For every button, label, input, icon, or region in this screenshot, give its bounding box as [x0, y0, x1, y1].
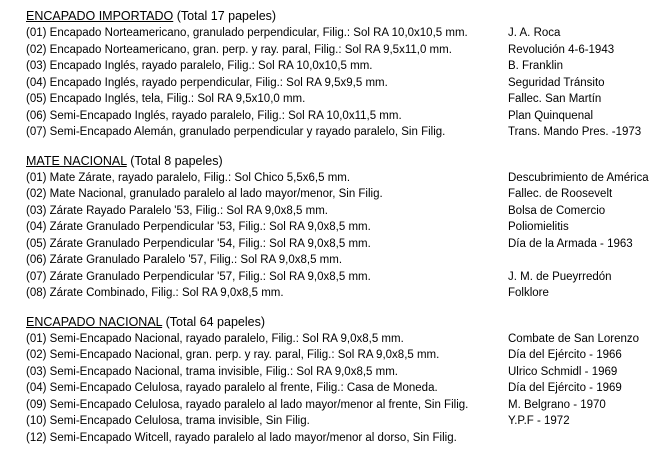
section-mate-nacional — [26, 153, 662, 302]
item-description: (02) Mate Nacional, granulado paralelo al lado mayor/menor, Sin Filig. — [26, 188, 383, 200]
list-item — [26, 42, 662, 59]
item-description: (05) Zárate Granulado Perpendicular '54, Filig.: Sol RA 9,0x8,5 mm. — [26, 237, 371, 250]
section-title: MATE NACIONAL — [26, 153, 127, 168]
section-heading — [26, 8, 662, 25]
item-note: M. Belgrano - 1970 — [508, 398, 606, 411]
section-total: (Total 17 papeles) — [176, 9, 277, 23]
list-item — [26, 252, 662, 269]
item-description: (08) Zárate Combinado, Filig.: Sol RA 9,0x8,5 mm. — [26, 287, 284, 299]
list-item — [26, 58, 662, 75]
item-description: (01) Encapado Norteamericano, granulado perpendicular, Filig.: Sol RA 10,0x10,5 mm. — [26, 27, 468, 39]
item-note: Folklore — [508, 287, 549, 299]
list-item — [26, 124, 662, 141]
list-item — [26, 219, 662, 236]
item-note: Fallec. San Martín — [508, 93, 602, 105]
section-encapado-nacional — [26, 314, 662, 447]
item-description: (10) Semi-Encapado Celulosa, trama invisible, Sin Filig. — [26, 415, 310, 427]
item-description: (04) Semi-Encapado Celulosa, rayado paralelo al frente, Filig.: Casa de Moneda. — [26, 382, 438, 394]
item-description: (01) Semi-Encapado Nacional, rayado paralelo, Filig.: Sol RA 9,0x8,5 mm. — [26, 332, 404, 345]
section-title: ENCAPADO IMPORTADO — [26, 9, 174, 23]
item-note: Descubrimiento de América — [508, 171, 649, 184]
item-description: (03) Zárate Rayado Paralelo '53, Filig.: Sol RA 9,0x8,5 mm. — [26, 204, 328, 217]
list-item — [26, 347, 662, 364]
list-item — [26, 25, 662, 42]
section-total: (Total 64 papeles) — [165, 314, 265, 329]
item-description: (09) Semi-Encapado Celulosa, rayado paralelo al lado mayor/menor al frente, Sin Filig. — [26, 398, 469, 411]
item-note: Día del Ejército - 1966 — [508, 349, 622, 361]
item-description: (04) Encapado Inglés, rayado perpendicular, Filig.: Sol RA 9,5x9,5 mm. — [26, 76, 388, 89]
list-item — [26, 285, 662, 302]
list-item — [26, 170, 662, 187]
section-heading — [26, 314, 662, 331]
item-description: (05) Encapado Inglés, tela, Filig.: Sol RA 9,5x10,0 mm. — [26, 93, 306, 105]
list-item — [26, 186, 662, 203]
list-item — [26, 430, 662, 447]
section-title: ENCAPADO NACIONAL — [26, 314, 163, 329]
item-description: (03) Encapado Inglés, rayado paralelo, Filig.: Sol RA 10,0x10,5 mm. — [26, 60, 373, 72]
item-note: Plan Quinquenal — [508, 109, 594, 122]
item-note: Combate de San Lorenzo — [508, 332, 640, 345]
item-description: (01) Mate Zárate, rayado paralelo, Filig.: Sol Chico 5,5x6,5 mm. — [26, 171, 351, 184]
item-description: (06) Semi-Encapado Inglés, rayado paralelo, Filig.: Sol RA 10,0x11,5 mm. — [26, 109, 402, 122]
item-description: (06) Zárate Granulado Paralelo '57, Filig.: Sol RA 9,0x8,5 mm. — [26, 254, 343, 266]
item-note: Trans. Mando Pres. -1973 — [508, 126, 642, 138]
item-description: (02) Encapado Norteamericano, gran. perp. y ray. paral, Filig.: Sol RA 9,5x11,0 mm. — [26, 43, 452, 56]
item-note: Seguridad Tránsito — [508, 76, 605, 89]
list-item — [26, 91, 662, 108]
item-note: Bolsa de Comercio — [508, 204, 606, 217]
item-note: Día de la Armada - 1963 — [508, 237, 633, 250]
list-item — [26, 75, 662, 92]
list-item — [26, 203, 662, 220]
list-item — [26, 413, 662, 430]
item-note: J. A. Roca — [508, 27, 561, 39]
item-note: Revolución 4-6-1943 — [508, 43, 615, 56]
list-item — [26, 269, 662, 286]
item-description: (04) Zárate Granulado Perpendicular '53, Filig.: Sol RA 9,0x8,5 mm. — [26, 221, 371, 233]
item-description: (02) Semi-Encapado Nacional, gran. perp. y ray. paral, Filig.: Sol RA 9,0x8,5 mm. — [26, 349, 440, 361]
item-description: (03) Semi-Encapado Nacional, trama invisible, Filig.: Sol RA 9,0x8,5 mm. — [26, 365, 398, 378]
item-note: B. Franklin — [508, 60, 563, 72]
item-note: J. M. de Pueyrredón — [508, 270, 612, 283]
list-item — [26, 397, 662, 414]
list-item — [26, 331, 662, 348]
list-item — [26, 236, 662, 253]
item-note: Ulrico Schmidl - 1969 — [508, 365, 618, 378]
section-encapado-importado — [26, 8, 662, 141]
item-note: Y.P.F - 1972 — [508, 415, 570, 427]
document-page — [26, 8, 662, 446]
item-description: (07) Zárate Granulado Perpendicular '57, Filig.: Sol RA 9,0x8,5 mm. — [26, 270, 371, 283]
list-item — [26, 108, 662, 125]
item-note: Día del Ejército - 1969 — [508, 382, 622, 394]
list-item — [26, 380, 662, 397]
list-item — [26, 364, 662, 381]
item-description: (12) Semi-Encapado Witcell, rayado paralelo al lado mayor/menor al dorso, Sin Filig. — [26, 431, 457, 444]
section-total: (Total 8 papeles) — [130, 153, 223, 168]
item-note: Fallec. de Roosevelt — [508, 188, 613, 200]
section-heading — [26, 153, 662, 170]
item-note: Poliomielitis — [508, 221, 569, 233]
item-description: (07) Semi-Encapado Alemán, granulado perpendicular y rayado paralelo, Sin Filig. — [26, 126, 446, 138]
